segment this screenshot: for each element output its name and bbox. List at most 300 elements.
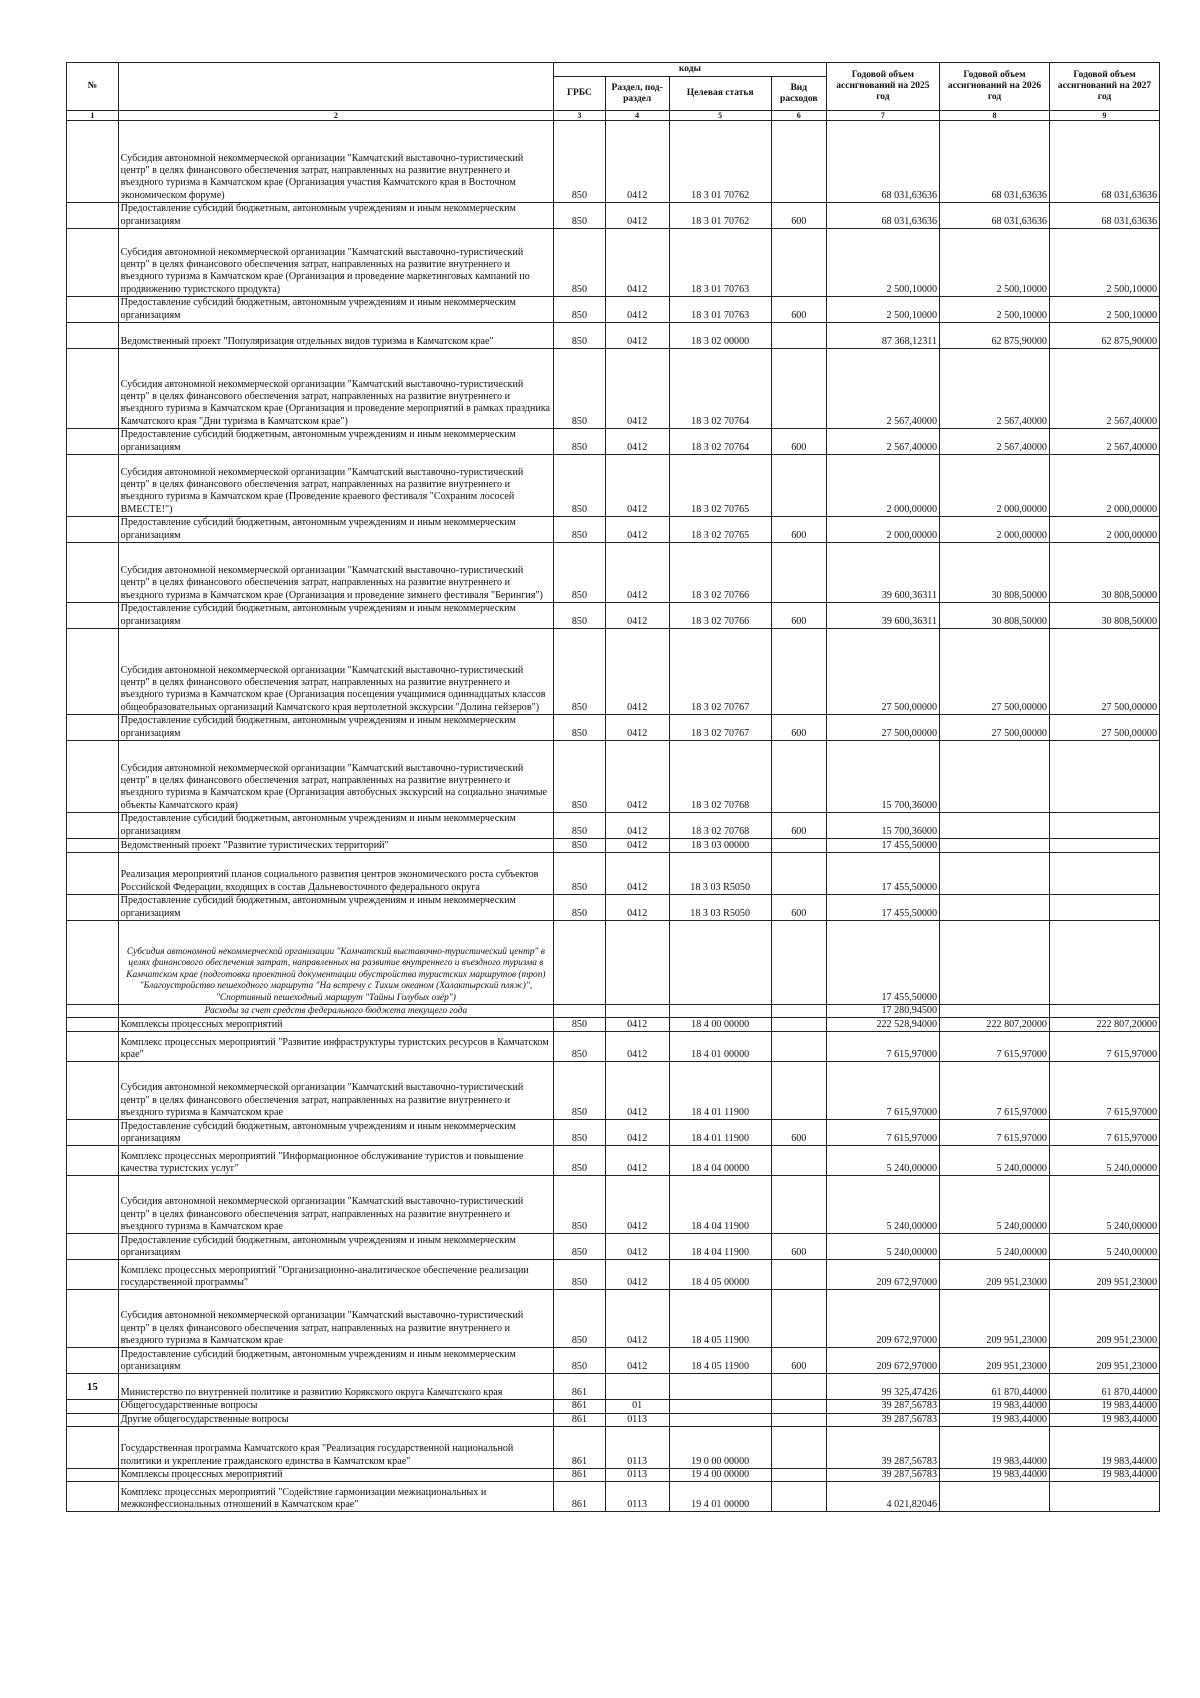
row-celevaya: 18 3 02 70768 [669,813,771,839]
row-2027: 209 951,23000 [1049,1260,1159,1290]
header-razdel: Раздел, под-раздел [605,77,669,111]
table-row [67,741,1160,813]
row-2026: 27 500,00000 [940,715,1050,741]
row-2026: 222 807,20000 [940,1018,1050,1032]
row-razdel [605,1005,669,1018]
row-vid [771,1018,826,1032]
table-row [67,1120,1160,1146]
table-row [67,1032,1160,1062]
header-2025: Годовой объем ассигнований на 2025 год [826,63,939,111]
row-2026 [940,1482,1050,1512]
column-numbers-row [67,111,1160,121]
row-grbs: 861 [554,1400,606,1413]
row-name: Другие общегосударственные вопросы [118,1413,553,1426]
row-grbs: 850 [554,349,606,429]
table-row [67,895,1160,921]
row-name: Субсидия автономной некоммерческой организации "Камчатский выставочно-туристический центр" в целях финансового обеспечения затрат, направленных на развитие внутреннего и въездного туризма в Камчатском крае (Организация и проведение маркетинговых кампаний по продвижению туристского продукта) [118,229,553,297]
budget-table-sheet [66,62,1160,1512]
row-celevaya: 18 4 01 11900 [669,1062,771,1120]
row-2025: 17 455,50000 [826,839,939,853]
row-celevaya: 18 4 04 00000 [669,1146,771,1176]
row-celevaya: 18 4 05 11900 [669,1290,771,1348]
row-2025: 27 500,00000 [826,629,939,715]
row-grbs: 850 [554,629,606,715]
row-2025: 2 567,40000 [826,429,939,455]
row-vid [771,543,826,603]
table-row [67,603,1160,629]
row-vid [771,1400,826,1413]
row-number [67,895,119,921]
row-grbs: 850 [554,715,606,741]
row-celevaya [669,1374,771,1400]
row-vid [771,1005,826,1018]
row-2025: 87 368,12311 [826,323,939,349]
row-vid [771,1374,826,1400]
row-number [67,1018,119,1032]
row-2025: 209 672,97000 [826,1290,939,1348]
row-name: Субсидия автономной некоммерческой организации "Камчатский выставочно-туристический центр" в целях финансового обеспечения затрат, направленных на развитие внутреннего и въездного туризма в Камчатском крае (Организация и проведение зимнего фестиваля "Берингия") [118,543,553,603]
row-razdel: 0412 [605,1290,669,1348]
row-vid [771,229,826,297]
row-grbs: 850 [554,603,606,629]
row-name: Субсидия автономной некоммерческой организации "Камчатский выставочно-туристический центр" в целях финансового обеспечения затрат, направленных на развитие внутреннего и въездного туризма в Камчатском крае [118,1062,553,1120]
row-razdel: 0412 [605,853,669,895]
row-celevaya: 19 4 00 00000 [669,1468,771,1481]
row-grbs: 850 [554,543,606,603]
row-2026: 2 000,00000 [940,455,1050,517]
row-razdel: 0412 [605,323,669,349]
column-number: 3 [554,111,606,121]
row-2025: 99 325,47426 [826,1374,939,1400]
row-name: Предоставление субсидий бюджетным, автономным учреждениям и иным некоммерческим организациям [118,1120,553,1146]
row-celevaya: 18 4 05 11900 [669,1348,771,1374]
row-celevaya: 18 3 02 70767 [669,629,771,715]
table-row [67,297,1160,323]
row-celevaya: 18 3 03 R5050 [669,895,771,921]
row-vid [771,1176,826,1234]
row-2027: 30 808,50000 [1049,603,1159,629]
row-grbs: 850 [554,1290,606,1348]
row-vid [771,349,826,429]
row-vid [771,1260,826,1290]
row-grbs: 850 [554,297,606,323]
row-vid [771,121,826,203]
row-razdel: 0113 [605,1413,669,1426]
row-2026: 7 615,97000 [940,1062,1050,1120]
table-row [67,813,1160,839]
row-2025: 7 615,97000 [826,1120,939,1146]
row-razdel: 0412 [605,603,669,629]
row-2025: 68 031,63636 [826,121,939,203]
row-number [67,1260,119,1290]
row-name: Министерство по внутренней политике и развитию Корякского округа Камчатского края [118,1374,553,1400]
row-razdel: 0412 [605,813,669,839]
row-grbs: 850 [554,1062,606,1120]
row-2026: 2 567,40000 [940,429,1050,455]
row-2027: 209 951,23000 [1049,1290,1159,1348]
row-celevaya: 18 4 05 00000 [669,1260,771,1290]
row-grbs: 850 [554,203,606,229]
row-2027: 62 875,90000 [1049,323,1159,349]
row-2026: 7 615,97000 [940,1032,1050,1062]
row-grbs: 850 [554,895,606,921]
row-2026: 7 615,97000 [940,1120,1050,1146]
row-vid: 600 [771,297,826,323]
row-2026 [940,1005,1050,1018]
row-2025: 5 240,00000 [826,1176,939,1234]
row-2026: 209 951,23000 [940,1290,1050,1348]
row-celevaya: 18 3 02 70767 [669,715,771,741]
row-2027: 30 808,50000 [1049,543,1159,603]
table-row [67,1005,1160,1018]
row-number [67,323,119,349]
row-grbs: 861 [554,1468,606,1481]
table-row [67,1146,1160,1176]
row-name: Ведомственный проект "Популяризация отдельных видов туризма в Камчатском крае" [118,323,553,349]
row-grbs [554,1005,606,1018]
row-name: Общегосударственные вопросы [118,1400,553,1413]
row-number [67,203,119,229]
row-name: Предоставление субсидий бюджетным, автономным учреждениям и иным некоммерческим организациям [118,517,553,543]
row-name: Государственная программа Камчатского края "Реализация государственной национальной политики и укрепление гражданского единства в Камчатском крае" [118,1426,553,1468]
row-celevaya: 18 4 01 00000 [669,1032,771,1062]
row-2027 [1049,813,1159,839]
row-2027: 27 500,00000 [1049,629,1159,715]
header-2027: Годовой объем ассигнований на 2027 год [1049,63,1159,111]
row-celevaya: 19 0 00 00000 [669,1426,771,1468]
row-razdel: 0412 [605,1176,669,1234]
table-row [67,1482,1160,1512]
row-2027: 5 240,00000 [1049,1146,1159,1176]
row-2027: 222 807,20000 [1049,1018,1159,1032]
row-name: Предоставление субсидий бюджетным, автономным учреждениям и иным некоммерческим организациям [118,297,553,323]
row-2025: 17 455,50000 [826,895,939,921]
row-number [67,629,119,715]
row-number [67,455,119,517]
row-razdel: 0412 [605,203,669,229]
row-name: Комплексы процессных мероприятий [118,1018,553,1032]
row-celevaya: 18 3 02 70765 [669,517,771,543]
row-2027: 61 870,44000 [1049,1374,1159,1400]
row-celevaya: 18 4 04 11900 [669,1176,771,1234]
row-celevaya: 18 4 04 11900 [669,1234,771,1260]
row-2025: 15 700,36000 [826,741,939,813]
budget-table [66,62,1160,1512]
row-celevaya: 18 3 02 00000 [669,323,771,349]
row-2026: 209 951,23000 [940,1348,1050,1374]
row-2027: 5 240,00000 [1049,1176,1159,1234]
row-2025: 5 240,00000 [826,1146,939,1176]
row-number [67,543,119,603]
row-grbs: 850 [554,1348,606,1374]
row-vid: 600 [771,603,826,629]
row-celevaya: 18 3 03 R5050 [669,853,771,895]
row-vid: 600 [771,429,826,455]
row-grbs: 861 [554,1426,606,1468]
row-vid [771,921,826,1005]
row-grbs: 850 [554,839,606,853]
table-row [67,1413,1160,1426]
row-vid [771,1426,826,1468]
row-razdel: 0412 [605,1062,669,1120]
row-number [67,1290,119,1348]
row-grbs: 850 [554,323,606,349]
row-2026: 61 870,44000 [940,1374,1050,1400]
row-number [67,1413,119,1426]
table-row [67,1400,1160,1413]
row-2026: 62 875,90000 [940,323,1050,349]
row-2027: 209 951,23000 [1049,1348,1159,1374]
row-2025: 209 672,97000 [826,1260,939,1290]
row-grbs: 850 [554,1032,606,1062]
row-razdel: 0412 [605,121,669,203]
row-2027: 19 983,44000 [1049,1400,1159,1413]
row-name: Расходы за счет средств федерального бюджета текущего года [118,1005,553,1018]
row-number [67,715,119,741]
row-razdel: 0412 [605,349,669,429]
row-2027 [1049,895,1159,921]
table-row [67,1018,1160,1032]
column-number: 8 [940,111,1050,121]
row-number [67,839,119,853]
row-number [67,1032,119,1062]
row-2025: 5 240,00000 [826,1234,939,1260]
row-vid: 600 [771,715,826,741]
column-number: 6 [771,111,826,121]
row-2025: 39 600,36311 [826,543,939,603]
row-name: Субсидия автономной некоммерческой организации "Камчатский выставочно-туристический центр" в целях финансового обеспечения затрат, направленных на развитие внутреннего и въездного туризма в Камчатском крае [118,1176,553,1234]
row-vid: 600 [771,1234,826,1260]
column-number: 7 [826,111,939,121]
row-vid: 600 [771,517,826,543]
row-grbs: 850 [554,1260,606,1290]
row-vid: 600 [771,1348,826,1374]
row-2025: 2 500,10000 [826,229,939,297]
row-razdel: 0412 [605,1032,669,1062]
column-number: 4 [605,111,669,121]
row-vid [771,1146,826,1176]
row-vid [771,1413,826,1426]
row-2027: 68 031,63636 [1049,121,1159,203]
row-grbs: 850 [554,429,606,455]
row-razdel: 0412 [605,715,669,741]
table-row [67,1176,1160,1234]
row-grbs: 850 [554,229,606,297]
row-2027: 68 031,63636 [1049,203,1159,229]
table-row [67,1062,1160,1120]
table-body [67,121,1160,1512]
row-grbs: 861 [554,1413,606,1426]
row-number [67,813,119,839]
row-name: Предоставление субсидий бюджетным, автономным учреждениям и иным некоммерческим организациям [118,1348,553,1374]
row-grbs: 850 [554,121,606,203]
row-2025: 7 615,97000 [826,1032,939,1062]
column-number: 1 [67,111,119,121]
row-name: Предоставление субсидий бюджетным, автономным учреждениям и иным некоммерческим организациям [118,603,553,629]
row-name: Предоставление субсидий бюджетным, автономным учреждениям и иным некоммерческим организациям [118,715,553,741]
row-2025: 2 000,00000 [826,455,939,517]
row-grbs: 850 [554,741,606,813]
row-2026: 5 240,00000 [940,1176,1050,1234]
row-name: Предоставление субсидий бюджетным, автономным учреждениям и иным некоммерческим организациям [118,1234,553,1260]
header-celevaya: Целевая статья [669,77,771,111]
row-vid: 600 [771,895,826,921]
row-2026: 19 983,44000 [940,1413,1050,1426]
row-2025: 2 567,40000 [826,349,939,429]
row-razdel: 0412 [605,229,669,297]
row-2026: 5 240,00000 [940,1146,1050,1176]
row-number [67,1482,119,1512]
row-razdel: 0412 [605,1018,669,1032]
row-razdel: 0412 [605,455,669,517]
row-2025: 17 280,94500 [826,1005,939,1018]
row-2027 [1049,853,1159,895]
row-2025: 222 528,94000 [826,1018,939,1032]
row-number [67,741,119,813]
row-name: Комплексы процессных мероприятий [118,1468,553,1481]
table-row [67,1234,1160,1260]
row-grbs: 850 [554,1018,606,1032]
row-number [67,1005,119,1018]
row-vid [771,629,826,715]
row-2027: 2 500,10000 [1049,297,1159,323]
row-number [67,229,119,297]
row-number [67,121,119,203]
row-celevaya: 18 3 01 70763 [669,297,771,323]
row-2027: 2 000,00000 [1049,517,1159,543]
row-number [67,1176,119,1234]
row-razdel: 0113 [605,1426,669,1468]
row-name: Субсидия автономной некоммерческой организации "Камчатский выставочно-туристический центр" в целях финансового обеспечения затрат, направленных на развитие внутреннего и въездного туризма в Камчатском крае (Организация и проведение мероприятий в рамках праздника Камчатского края "Дни туризма в Камчатском крае") [118,349,553,429]
row-razdel: 0412 [605,297,669,323]
table-row [67,629,1160,715]
row-celevaya: 18 3 01 70762 [669,203,771,229]
row-grbs [554,921,606,1005]
row-2026 [940,813,1050,839]
row-2027: 7 615,97000 [1049,1062,1159,1120]
row-celevaya: 18 3 03 00000 [669,839,771,853]
row-celevaya: 18 3 02 70766 [669,603,771,629]
row-grbs: 850 [554,1146,606,1176]
row-2027: 2 567,40000 [1049,349,1159,429]
row-2026: 2 500,10000 [940,229,1050,297]
row-name: Ведомственный проект "Развитие туристических территорий" [118,839,553,853]
row-celevaya: 18 3 01 70763 [669,229,771,297]
row-2025: 39 287,56783 [826,1426,939,1468]
row-2026 [940,895,1050,921]
row-name: Комплекс процессных мероприятий "Организационно-аналитическое обеспечение реализации государственной программы" [118,1260,553,1290]
row-grbs: 850 [554,813,606,839]
row-2027: 7 615,97000 [1049,1032,1159,1062]
row-grbs: 850 [554,1176,606,1234]
row-number [67,1400,119,1413]
row-2026: 68 031,63636 [940,121,1050,203]
row-number [67,853,119,895]
row-number [67,1120,119,1146]
row-2025: 17 455,50000 [826,853,939,895]
row-celevaya: 18 3 02 70764 [669,429,771,455]
row-razdel: 0412 [605,517,669,543]
row-number [67,1426,119,1468]
row-2026 [940,839,1050,853]
row-razdel: 0412 [605,741,669,813]
row-celevaya [669,1413,771,1426]
table-row [67,1374,1160,1400]
row-2026: 27 500,00000 [940,629,1050,715]
row-grbs: 850 [554,455,606,517]
row-2026: 2 567,40000 [940,349,1050,429]
column-number: 9 [1049,111,1159,121]
table-row [67,839,1160,853]
row-name: Комплекс процессных мероприятий "Развитие инфраструктуры туристских ресурсов в Камчатском крае" [118,1032,553,1062]
row-vid [771,741,826,813]
row-2027 [1049,839,1159,853]
row-2026: 19 983,44000 [940,1400,1050,1413]
table-row [67,121,1160,203]
row-2025: 39 287,56783 [826,1400,939,1413]
table-row [67,715,1160,741]
row-2025: 2 000,00000 [826,517,939,543]
table-row [67,1260,1160,1290]
row-vid [771,1482,826,1512]
row-2027: 19 983,44000 [1049,1468,1159,1481]
row-2025: 39 287,56783 [826,1413,939,1426]
row-2026: 2 000,00000 [940,517,1050,543]
row-razdel: 0412 [605,839,669,853]
row-2027: 19 983,44000 [1049,1413,1159,1426]
row-vid [771,853,826,895]
row-number [67,603,119,629]
row-razdel: 01 [605,1400,669,1413]
row-2025: 39 600,36311 [826,603,939,629]
row-name: Предоставление субсидий бюджетным, автономным учреждениям и иным некоммерческим организациям [118,203,553,229]
row-number [67,349,119,429]
row-2026: 19 983,44000 [940,1426,1050,1468]
table-row [67,921,1160,1005]
table-row [67,455,1160,517]
row-2027: 2 567,40000 [1049,429,1159,455]
row-vid: 600 [771,813,826,839]
row-celevaya: 18 4 01 11900 [669,1120,771,1146]
row-number [67,921,119,1005]
row-grbs: 861 [554,1482,606,1512]
column-number: 5 [669,111,771,121]
row-celevaya: 18 4 00 00000 [669,1018,771,1032]
row-2025: 209 672,97000 [826,1348,939,1374]
row-2025: 7 615,97000 [826,1062,939,1120]
row-razdel: 0412 [605,1348,669,1374]
row-name: Комплекс процессных мероприятий "Содействие гармонизации межнациональных и межконфессиональных отношений в Камчатском крае" [118,1482,553,1512]
row-2027: 2 500,10000 [1049,229,1159,297]
row-vid [771,839,826,853]
row-number [67,1234,119,1260]
row-razdel: 0412 [605,895,669,921]
row-2027: 27 500,00000 [1049,715,1159,741]
header-no: № [67,63,119,111]
row-name: Реализация мероприятий планов социального развития центров экономического роста субъектов Российской Федерации, входящих в состав Дальневосточного федерального округа [118,853,553,895]
row-razdel: 0412 [605,1120,669,1146]
row-celevaya [669,1005,771,1018]
row-grbs: 850 [554,853,606,895]
row-2025: 4 021,82046 [826,1482,939,1512]
table-row [67,349,1160,429]
row-2026: 2 500,10000 [940,297,1050,323]
row-celevaya [669,1400,771,1413]
row-2026: 19 983,44000 [940,1468,1050,1481]
row-grbs: 850 [554,1120,606,1146]
row-vid [771,1468,826,1481]
row-2027: 2 000,00000 [1049,455,1159,517]
